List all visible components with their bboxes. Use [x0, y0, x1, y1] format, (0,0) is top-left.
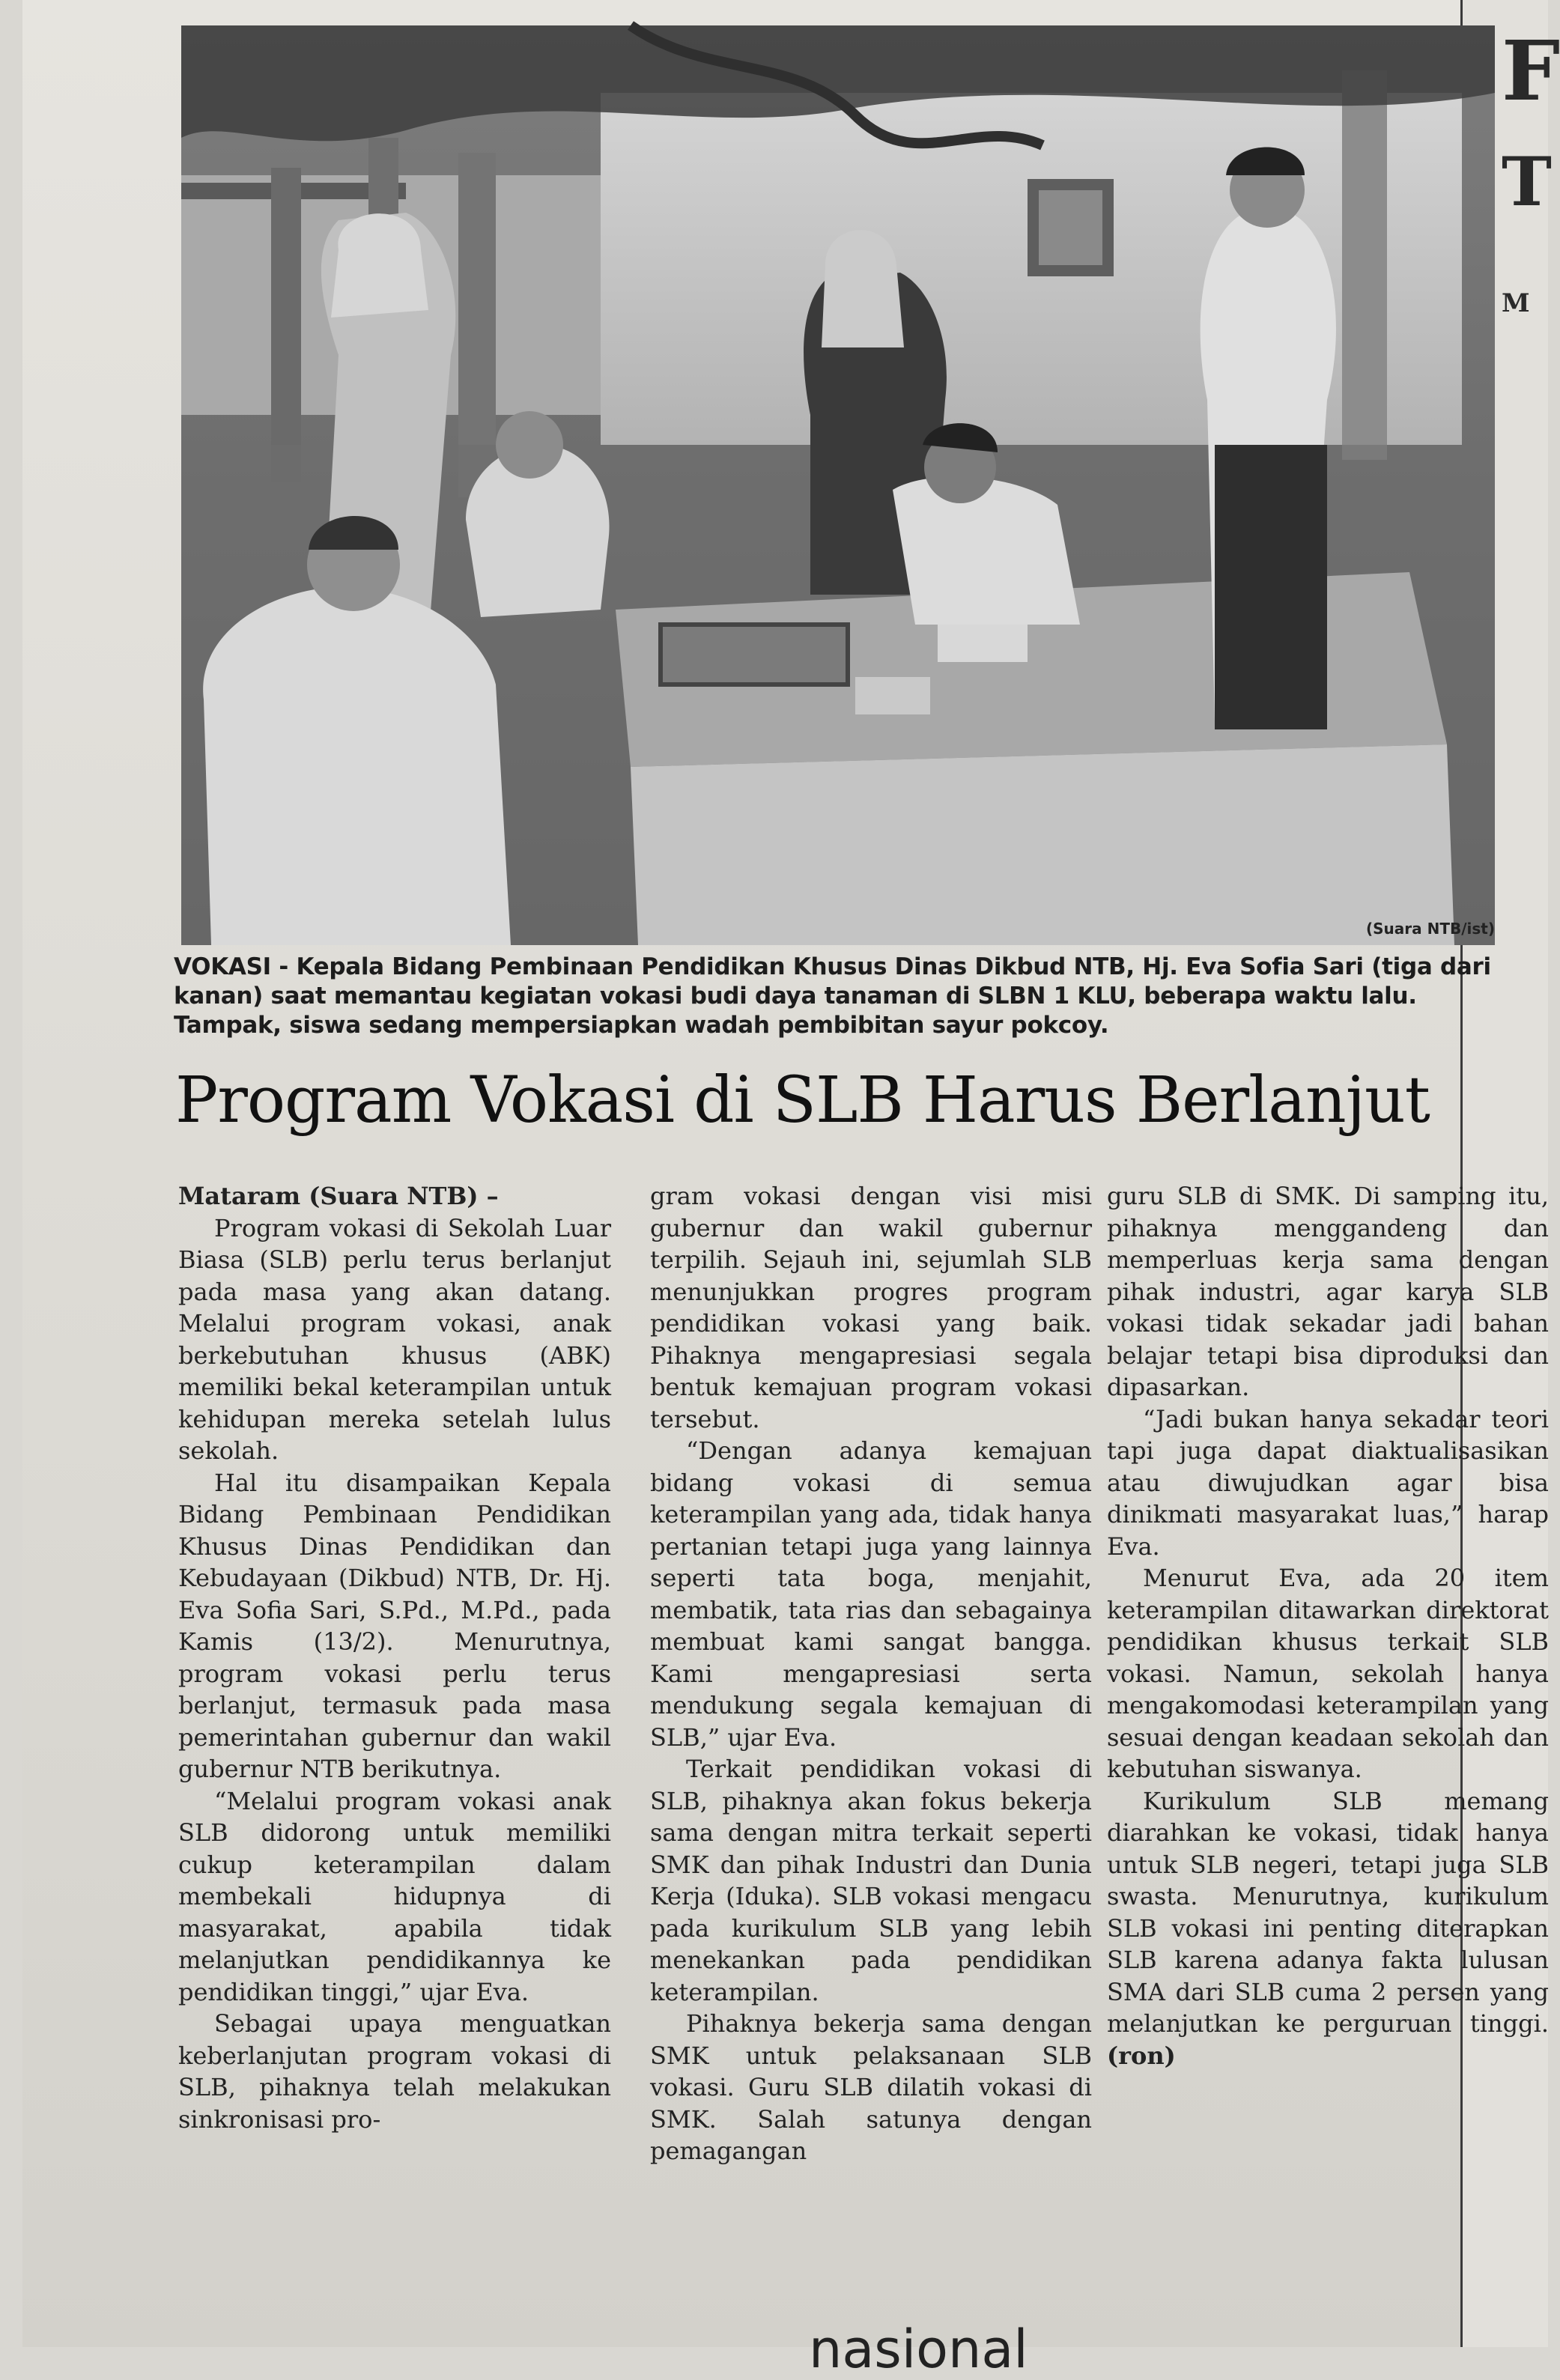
photo-credit: (Suara NTB/ist): [1366, 920, 1495, 938]
article-paragraph: Menurut Eva, ada 20 item keterampilan ditawarkan direktorat pendidikan khusus terkait SLB vokasi. Namun, sekolah hanya mengakomodasi keterampilan yang sesuai dengan keadaan sekolah dan kebutuhan siswanya.: [1107, 1564, 1549, 1783]
adjacent-letter: T: [1502, 142, 1552, 222]
photo-caption: [174, 953, 1507, 1040]
article-paragraph: “Jadi bukan hanya sekadar teori tapi juga dapat diaktualisasikan atau diwujudkan agar bisa dinikmati masyarakat luas,” harap Eva.: [1107, 1404, 1549, 1561]
article-headline: Program Vokasi di SLB Harus Berlanjut: [175, 1063, 1430, 1138]
caption-kicker: VOKASI -: [174, 953, 297, 980]
adjacent-letter: F: [1502, 22, 1560, 119]
article-paragraph-text: Kurikulum SLB memang diarahkan ke vokasi, tidak hanya untuk SLB negeri, tetapi juga SLB swasta. Menurutnya, kurikulum SLB vokasi ini penting diterapkan SLB karena adanya fakta lulusan SMA dari SLB cuma 2 persen yang melanjutkan ke perguruan tinggi.: [1107, 1786, 1549, 2038]
article-paragraph: gram vokasi dengan visi misi gubernur dan wakil gubernur terpilih. Sejauh ini, sejumlah SLB menunjukkan progres program pendidikan vokasi yang baik. Pihaknya mengapresiasi segala bentuk kemajuan program vokasi tersebut.: [650, 1182, 1092, 1433]
article-byline: (ron): [1107, 2041, 1176, 2070]
article-photo: [181, 25, 1495, 945]
article-paragraph: [1107, 1785, 1549, 2072]
article-column-2: [650, 1180, 1092, 2167]
article-paragraph: Pihaknya bekerja sama dengan SMK untuk pelaksanaan SLB vokasi. Guru SLB dilatih vokasi di SMK. Salah satunya dengan pemagangan: [650, 2009, 1092, 2165]
adjacent-letter: M: [1502, 288, 1530, 318]
article-dateline: Mataram (Suara NTB) –: [178, 1182, 499, 1210]
article-paragraph: Sebagai upaya menguatkan keberlanjutan program vokasi di SLB, pihaknya telah melakukan sinkronisasi pro-: [178, 2009, 611, 2134]
article-paragraph: Terkait pendidikan vokasi di SLB, pihaknya akan fokus bekerja sama dengan mitra terkait seperti SMK dan pihak Industri dan Dunia Kerja (Iduka). SLB vokasi mengacu pada kurikulum SLB yang lebih menekankan pada pendidikan keterampilan.: [650, 1755, 1092, 2006]
article-paragraph: “Melalui program vokasi anak SLB didorong untuk memiliki cukup keterampilan dalam membekali hidupnya di masyarakat, apabila tidak melanjutkan pendidikannya ke pendidikan tinggi,” ujar Eva.: [178, 1786, 611, 2006]
article-paragraph: “Dengan adanya kemajuan bidang vokasi di semua keterampilan yang ada, tidak hanya pertanian tetapi juga yang lainnya seperti tata boga, menjahit, membatik, tata rias dan sebagainya membuat kami sangat bangga. Kami mengapresiasi serta mendukung segala kemajuan di SLB,” ujar Eva.: [650, 1436, 1092, 1752]
article-column-1: [178, 1180, 611, 2135]
caption-text: Kepala Bidang Pembinaan Pendidikan Khusus Dinas Dikbud NTB, Hj. Eva Sofia Sari (tiga dari kanan) saat memantau kegiatan vokasi budi daya tanaman di SLBN 1 KLU, beberapa waktu lalu. Tampak, siswa sedang mempersiapkan wadah pembibitan sayur pokcoy.: [174, 953, 1491, 1039]
article-paragraph: guru SLB di SMK. Di samping itu, pihaknya menggandeng dan memperluas kerja sama dengan pihak industri, agar karya SLB vokasi tidak sekadar jadi bahan belajar tetapi bisa diproduksi dan dipasarkan.: [1107, 1182, 1549, 1401]
article-paragraph: Hal itu disampaikan Kepala Bidang Pembinaan Pendidikan Khusus Dinas Pendidikan dan Kebudayaan (Dikbud) NTB, Dr. Hj. Eva Sofia Sari, S.Pd., M.Pd., pada Kamis (13/2). Menurutnya, program vokasi perlu terus berlanjut, termasuk pada masa pemerintahan gubernur dan wakil gubernur NTB berikutnya.: [178, 1468, 611, 1783]
photo-illustration: [181, 25, 1495, 945]
next-article-headline-fragment: nasional: [809, 2319, 1028, 2380]
article-paragraph: Program vokasi di Sekolah Luar Biasa (SLB) perlu terus berlanjut pada masa yang akan datang. Melalui program vokasi, anak berkebutuhan khusus (ABK) memiliki bekal keterampilan untuk kehidupan mereka setelah lulus sekolah.: [178, 1213, 611, 1465]
article-column-3: [1107, 1180, 1549, 2071]
